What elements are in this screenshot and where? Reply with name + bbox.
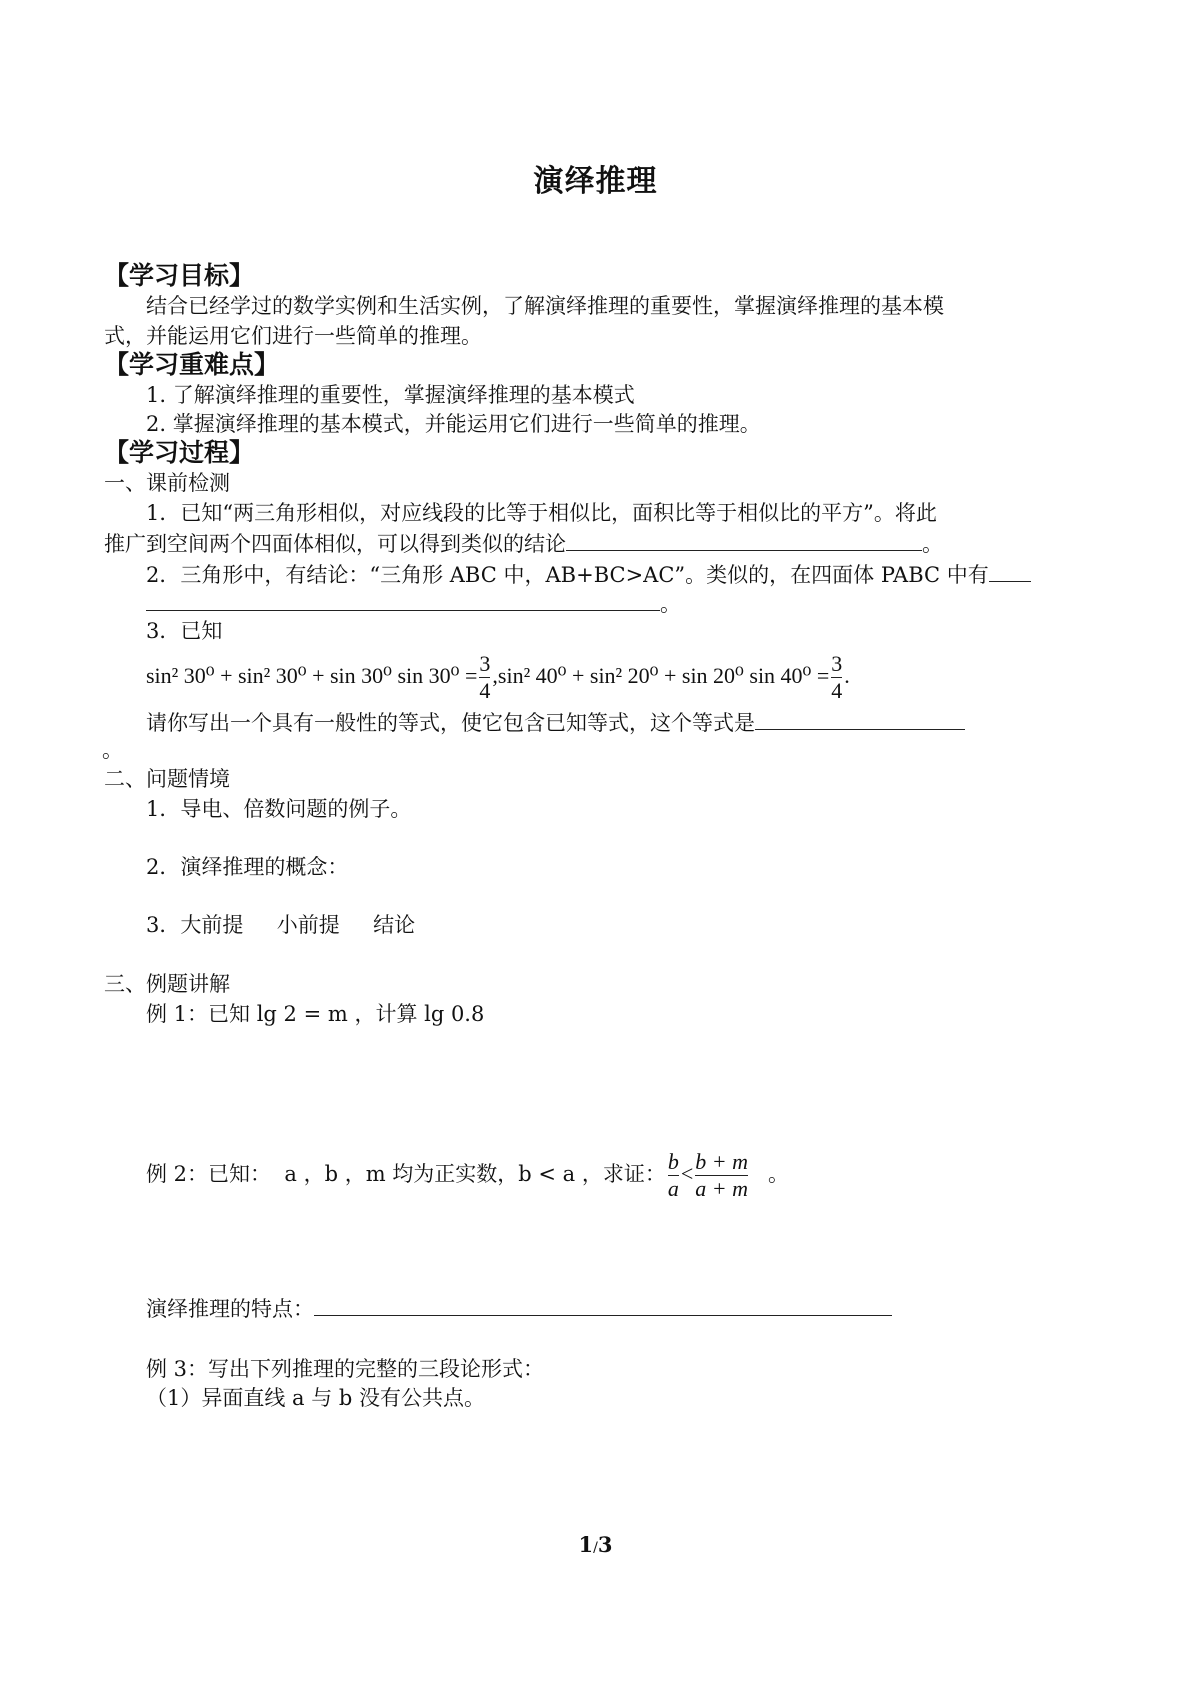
- formula-period: .: [844, 663, 850, 688]
- examples-heading: 三、例题讲解: [104, 972, 230, 996]
- fraction-three-quarters-a: $\frac{3}{4}$: [479, 651, 491, 704]
- situation-item-3: 3．大前提 小前提 结论: [146, 913, 416, 937]
- example-2: [146, 1146, 789, 1202]
- answer-blank-features[interactable]: [314, 1293, 892, 1316]
- answer-blank-q2-a[interactable]: [989, 559, 1031, 582]
- page-title: 演绎推理: [533, 164, 658, 199]
- section-heading-process: 【学习过程】: [104, 438, 255, 467]
- example-2-end: 。: [768, 1162, 790, 1186]
- fraction-b-over-a: $\frac{b}{a}$: [667, 1149, 679, 1201]
- question-1-end: 。: [922, 532, 943, 556]
- question-1-line-2: [104, 528, 943, 558]
- example-2-text: 例 2：已知： a ，b ，m 均为正实数，b < a ，求证：: [146, 1162, 666, 1186]
- situation-heading: 二、问题情境: [104, 767, 230, 791]
- question-3-text: 请你写出一个具有一般性的等式，使它包含已知等式，这个等式是: [146, 711, 755, 735]
- goals-line-1: 结合已经学过的数学实例和生活实例，了解演绎推理的重要性，掌握演绎推理的基本模: [146, 294, 944, 318]
- formula-part-a: sin² 30⁰ + sin² 30⁰ + sin 30⁰ sin 30⁰ =: [146, 663, 478, 688]
- fraction-three-quarters-b: $\frac{3}{4}$: [831, 651, 843, 704]
- features-label: 演绎推理的特点：: [146, 1297, 314, 1321]
- example-1: 例 1：已知 lg 2 = m ，计算 lg 0.8: [146, 1002, 485, 1026]
- answer-blank-q3[interactable]: [755, 707, 965, 730]
- page-number: 1/3: [578, 1532, 613, 1557]
- situation-item-2: 2．演绎推理的概念：: [146, 855, 349, 879]
- features-line: [146, 1293, 892, 1323]
- example-3: 例 3：写出下列推理的完整的三段论形式：: [146, 1357, 545, 1381]
- question-1-line-1: 1．已知“两三角形相似，对应线段的比等于相似比，面积比等于相似比的平方”。将此: [146, 501, 937, 525]
- fraction-bm-over-am: $\frac{b + m}{a + m}$: [695, 1149, 749, 1201]
- goals-line-2: 式，并能运用它们进行一些简单的推理。: [104, 324, 482, 348]
- situation-item-1: 1．导电、倍数问题的例子。: [146, 797, 412, 821]
- question-3-line-3: [146, 707, 965, 737]
- question-3-label: 3．已知: [146, 619, 223, 643]
- question-2-line-1: [146, 559, 1031, 589]
- question-3-end: 。: [102, 738, 123, 762]
- key-point-1: 1. 了解演绎推理的重要性，掌握演绎推理的基本模式: [146, 383, 635, 407]
- question-1-text: 推广到空间两个四面体相似，可以得到类似的结论: [104, 532, 566, 556]
- answer-blank-q1[interactable]: [566, 528, 922, 551]
- key-point-2: 2. 掌握演绎推理的基本模式，并能运用它们进行一些简单的推理。: [146, 412, 761, 436]
- answer-blank-q2-b[interactable]: [146, 588, 660, 611]
- question-2-text: 2．三角形中，有结论：“三角形 ABC 中，AB+BC>AC”。类似的，在四面体 PABC 中有: [146, 563, 989, 587]
- formula-part-b: ,sin² 40⁰ + sin² 20⁰ + sin 20⁰ sin 40⁰ =: [492, 663, 830, 688]
- question-2-line-2: [146, 588, 681, 618]
- section-heading-key-points: 【学习重难点】: [104, 350, 280, 379]
- question-3-formula: [146, 648, 850, 704]
- less-than-sign: <: [680, 1161, 694, 1186]
- section-heading-goals: 【学习目标】: [104, 261, 255, 290]
- pre-check-heading: 一、课前检测: [104, 471, 230, 495]
- example-3-item-1: （1）异面直线 a 与 b 没有公共点。: [146, 1386, 486, 1410]
- question-2-end: 。: [660, 592, 681, 616]
